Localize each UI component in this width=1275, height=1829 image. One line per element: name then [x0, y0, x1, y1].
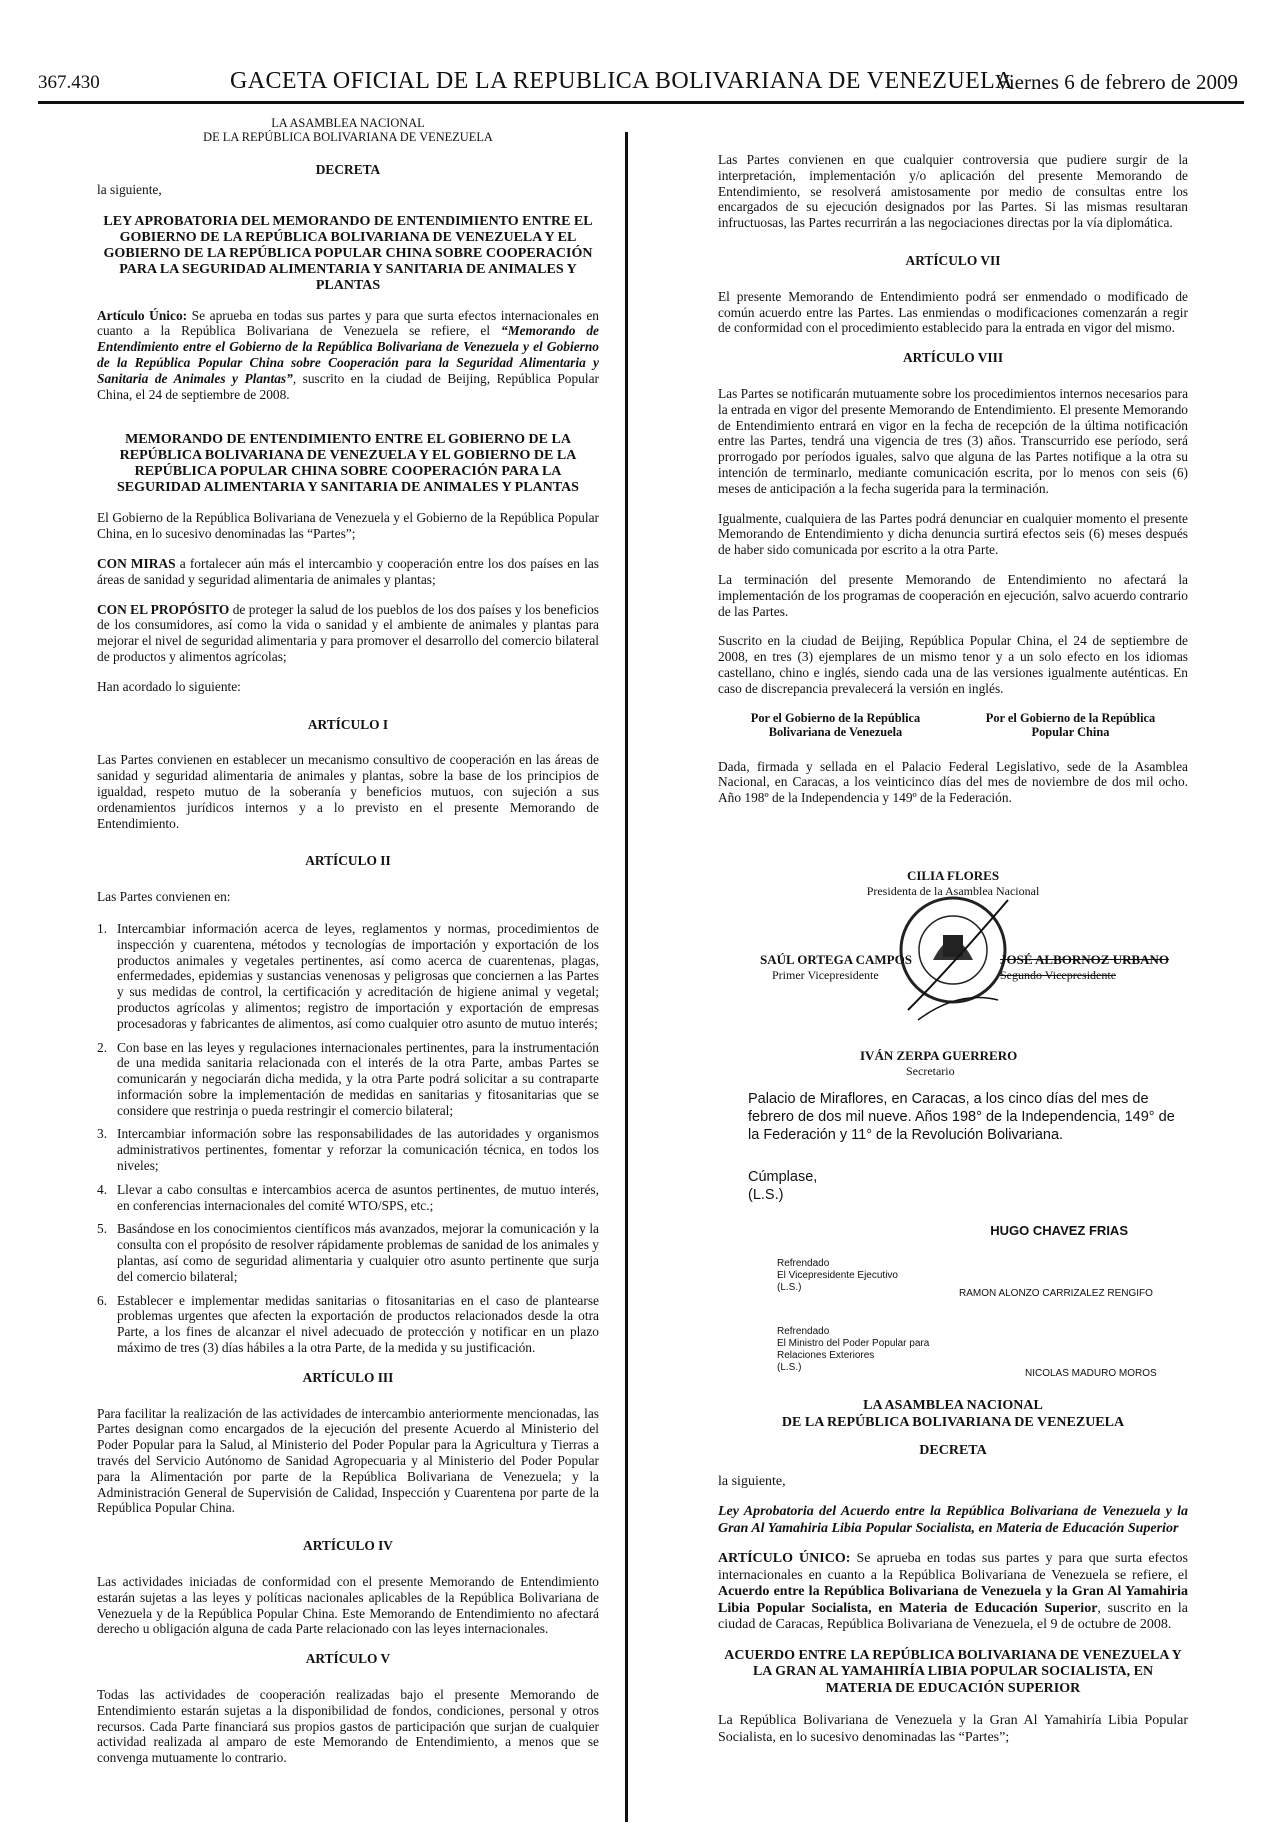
ls-mark: (L.S.): [748, 1187, 784, 1203]
article-3-text: Para facilitar la realización de las actividades de intercambio anteriormente mencionadas, las Partes designan como encargados de la ejecución del presente Acuerdo al Ministerio del Poder Popular para la Salud, al Ministerio del Poder Popular para la Agricultura y Tierras a través del Servicio Autónomo de Sanidad Agropecuaria y al Ministerio del Poder Popular para la Alimentación por parte de la República Bolivariana de Venezuela; y la Administración General de Supervisión de Calidad, Inspección y Cuarentena por parte de la República Popular China.: [97, 1405, 599, 1516]
ramon-name: RAMON ALONZO CARRIZALEZ RENGIFO: [959, 1288, 1153, 1299]
saul-role: Primer Vicepresidente: [772, 968, 879, 982]
law-title: LEY APROBATORIA DEL MEMORANDO DE ENTENDIMIENTO ENTRE EL GOBIERNO DE LA REPÚBLICA BOLIVARIANA DE VENEZUELA Y EL GOBIERNO DE LA REPÚBLICA POPULAR CHINA SOBRE COOPERACIÓN PARA LA SEGURIDAD ALIMENTARIA Y SANITARIA DE ANIMALES Y PLANTAS: [103, 213, 593, 293]
ivan-role: Secretario: [906, 1064, 955, 1078]
saul-signature: [760, 952, 950, 983]
issue-date: Viernes 6 de febrero de 2009: [994, 70, 1238, 94]
second-decree: [718, 1398, 1188, 1760]
ministro-role-1: El Ministro del Poder Popular para: [777, 1338, 930, 1349]
con-proposito-paragraph: CON EL PROPÓSITO de proteger la salud de los pueblos de los dos países y los beneficios de los consumidores, así como la vida o sanidad y el ambiente de animales y plantas para mejorar el nivel de seguridad alimentaria y para promover el desarrollo del comercio bilateral de productos y alimentos agrícolas;: [97, 601, 599, 664]
article-5-text: Todas las actividades de cooperación realizadas bajo el presente Memorando de Entendimiento estarán sujetas a la disponibilidad de fondos, condiciones, personal y otros recursos. Cada Parte financiará sus propios gastos de participación que surjan de cualquier actividad realizada al amparo de este Memorando de Entendimiento, a menos que se convenga mutuamente lo contrario.: [97, 1687, 599, 1766]
jose-name: JOSÉ ALBORNOZ URBANO: [1000, 952, 1170, 967]
article-2-list: [97, 921, 599, 1356]
vice-role: El Vicepresidente Ejecutivo: [777, 1270, 898, 1281]
siguiente-text-2: la siguiente,: [718, 1473, 786, 1489]
article-7-text: El presente Memorando de Entendimiento podrá ser enmendado o modificado de común acuerdo entre las Partes. Las enmiendas o modificaciones comenzarán a regir de conformidad con el procedimiento establecido para la entrada en vigor del mismo.: [718, 288, 1188, 336]
cilia-name: CILIA FLORES: [906, 868, 1000, 883]
refrendado-ministro: Refrendado El Ministro del Poder Popular para Relaciones Exteriores (L.S.) NICOLAS MADURO MOROS: [777, 1326, 1197, 1380]
intro-paragraph: El Gobierno de la República Bolivariana de Venezuela y el Gobierno de la República Popular China, en lo sucesivo denominadas las “Partes”;: [97, 510, 599, 542]
ministro-role-2: Relaciones Exteriores: [777, 1350, 875, 1361]
hugo-name: HUGO CHAVEZ FRIAS: [990, 1223, 1128, 1238]
article-8-paragraph-2: Igualmente, cualquiera de las Partes podrá denunciar en cualquier momento el presente Memorando de Entendimiento y dicha denuncia surtirá efectos seis (6) meses después de haber sido comunicada por escrito a la otra Parte.: [718, 510, 1188, 558]
dada-paragraph: Dada, firmada y sellada en el Palacio Federal Legislativo, sede de la Asamblea Nacional, en Caracas, a los veinticinco días del mes de noviembre de dos mil ocho. Año 198º de la Independencia y 149º de la Federación.: [718, 758, 1188, 806]
article-6-text: Las Partes convienen en que cualquier controversia que pudiere surgir de la interpretación, implementación y/o aplicación del presente Memorando de Entendimiento, se resolverá amistosamente por medio de consultas entre los encargados de su ejecución designados por las Partes. Si las mismas resultaran infructuosas, las Partes recurrirán a las negociaciones directas por la vía diplomática.: [718, 152, 1188, 231]
signature-china: Por el Gobierno de la República Popular China: [985, 710, 1156, 739]
acuerdo-intro: La República Bolivariana de Venezuela y la Gran Al Yamahiría Libia Popular Socialista, en lo sucesivo denominadas las “Partes”;: [718, 1713, 1188, 1745]
decreta-heading-2: DECRETA: [919, 1443, 987, 1458]
gazette-header: [38, 62, 1238, 98]
article-1-text: Las Partes convienen en establecer un mecanismo consultivo de cooperación en las áreas de sanidad y seguridad alimentaria de animales y plantas, sobre la base de los principios de igualdad, respeto mutuo de la soberanía y beneficios mutuos, con sujeción a sus ordenamientos jurídicos internos y a lo previsto en el presente Memorando de Entendimiento.: [97, 752, 599, 831]
refrendado-vice: Refrendado El Vicepresidente Ejecutivo (L.S.) RAMON ALONZO CARRIZALEZ RENGIFO: [777, 1258, 1197, 1300]
left-column: [97, 116, 599, 1780]
saul-name: SAÚL ORTEGA CAMPOS: [760, 952, 912, 967]
suscrito-paragraph: Suscrito en la ciudad de Beijing, República Popular China, el 24 de septiembre de 2008, en tres (3) ejemplares de un mismo tenor y a un solo efecto en los idiomas castellano, chino e inglés, siendo cada una de las versiones igualmente auténticas. En caso de discrepancia prevalecerá la versión en inglés.: [718, 633, 1188, 696]
article-4-title: ARTÍCULO IV: [303, 1538, 393, 1554]
article-8-title: ARTÍCULO VIII: [902, 350, 1004, 366]
ivan-name: IVÁN ZERPA GUERRERO: [860, 1048, 1018, 1063]
han-acordado: Han acordado lo siguiente:: [97, 678, 241, 694]
nicolas-name: NICOLAS MADURO MOROS: [1025, 1368, 1157, 1379]
presidential-section: [748, 1090, 1188, 1240]
jose-role: Segundo Vicepresidente: [1000, 968, 1117, 982]
siguiente-text: la siguiente,: [97, 181, 162, 197]
list-item: 5. Basándose en los conocimientos científicos más avanzados, mejorar la comunicación y la consulta con el propósito de resolver rápidamente problemas de sanidad de los animales y plantas, así como de seguridad alimentaria y cualquier otro asunto pertinente que surja del comercio bilateral;: [97, 1221, 599, 1284]
ivan-signature: [860, 1048, 1060, 1079]
article-2-intro: Las Partes convienen en:: [97, 889, 231, 905]
page-number: 367.430: [38, 72, 100, 93]
acuerdo-title: ACUERDO ENTRE LA REPÚBLICA BOLIVARIANA DE VENEZUELA Y LA GRAN AL YAMAHIRÍA LIBIA POPULAR SOCIALISTA, EN MATERIA DE EDUCACIÓN SUPERIOR: [724, 1647, 1182, 1696]
cilia-role: Presidenta de la Asamblea Nacional: [866, 884, 1040, 898]
article-4-text: Las actividades iniciadas de conformidad con el presente Memorando de Entendimiento estarán sujetas a las leyes y políticas nacionales aplicables de la República Bolivariana de Venezuela y de la República Popular China. Este Memorando de Entendimiento no afectará derecho u obligación alguna de cada Parte relacionado con las leyes internacionales.: [97, 1574, 599, 1637]
signature-parties: [718, 711, 1188, 739]
con-miras-paragraph: CON MIRAS a fortalecer aún más el intercambio y cooperación entre los dos países en las áreas de sanidad y seguridad alimentaria de animales y plantas;: [97, 555, 599, 587]
right-column: [718, 132, 1188, 820]
memo-title: MEMORANDO DE ENTENDIMIENTO ENTRE EL GOBIERNO DE LA REPÚBLICA BOLIVARIANA DE VENEZUELA Y EL GOBIERNO DE LA REPÚBLICA POPULAR CHINA SOBRE COOPERACIÓN PARA LA SEGURIDAD ALIMENTARIA Y SANITARIA DE ANIMALES Y PLANTAS: [117, 432, 579, 496]
article-8-paragraph-3: La terminación del presente Memorando de Entendimiento no afectará la implementación de los programas de cooperación en ejecución, salvo acuerdo contrario de las Partes.: [718, 571, 1188, 619]
articulo-unico-2: ARTÍCULO ÚNICO: Se aprueba en todas sus partes y para que surta efectos internacionales en cuanto a la República Bolivariana de Venezuela se refiere, el Acuerdo entre la República Bolivariana de Venezuela y la Gran Al Yamahiria Libia Popular Socialista, en Materia de Educación Superior, suscrito en la ciudad de Caracas, República Bolivariana de Venezuela, el 9 de octubre de 2008.: [718, 1551, 1188, 1632]
articulo-unico: Artículo Único: Se aprueba en todas sus partes y para que surta efectos internacionales en cuanto a la República Bolivariana de Venezuela se refiere, el “Memorando de Entendimiento entre el Gobierno de la República Bolivariana de Venezuela y el Gobierno de la República Popular China sobre Cooperación para la Seguridad Alimentaria y Sanitaria de Animales y Plantas”, suscrito en la ciudad de Beijing, República Popular China, el 24 de septiembre de 2008.: [97, 307, 600, 402]
list-item: 1. Intercambiar información acerca de leyes, reglamentos y normas, procedimientos de inspección y cuarentena, métodos y tecnologías de importación y exportación de los productos animales y vegetales pertinentes, así como acerca de cuarentenas, plagas, enfermedades, epidemias y sustancias venenosas y peligrosas que conciernen a las Partes y sus medidas de control, la certificación y acreditación de higiene animal y vegetal; productos agrícolas y alimentos; registro de importación y exportación de empresas procesadoras y fabricantes de alimentos, así como cualquier otro asunto de mutuo interés;: [97, 920, 599, 1031]
jose-signature: [1000, 952, 1200, 983]
header-rule: [38, 101, 1244, 104]
cumplase: Cúmplase,: [748, 1169, 818, 1185]
gazette-title: GACETA OFICIAL DE LA REPUBLICA BOLIVARIANA DE VENEZUELA: [230, 68, 1013, 94]
article-8-paragraph-1: Las Partes se notificarán mutuamente sobre los procedimientos internos necesarios para la entrada en vigor del presente Memorando de Entendimiento. El presente Memorando de Entendimiento entrará en vigor en la fecha de recepción de la última notificación entre las Partes, tendrá una vigencia de tres (3) años. Transcurrido ese período, será prorrogado por períodos iguales, salvo que alguna de las Partes notifique a la otra su intención de terminarlo, mediante comunicación escrita, por lo menos con seis (6) meses de anticipación a la fecha sugerida para la terminación.: [718, 385, 1189, 496]
article-7-title: ARTÍCULO VII: [905, 252, 1001, 268]
assembly-heading-2: LA ASAMBLEA NACIONAL DE LA REPÚBLICA BOLIVARIANA DE VENEZUELA: [781, 1398, 1125, 1430]
palacio-paragraph: Palacio de Miraflores, en Caracas, a los cinco días del mes de febrero de dos mil nueve. Años 198° de la Independencia, 149° de la Federación y 11° de la Revolución Bolivariana.: [748, 1091, 1175, 1143]
article-3-title: ARTÍCULO III: [302, 1369, 394, 1385]
list-item: 6. Establecer e implementar medidas sanitarias o fitosanitarias en el caso de plantearse problemas urgentes que afecten la exportación de productos relacionados desde la otra Parte, a los fines de alcanzar el nivel adecuado de protección y notificar en un plazo máximo de tres (3) días hábiles a la otra Parte, de la medida y su justificación.: [97, 1292, 599, 1356]
signature-venezuela: Por el Gobierno de la República Bolivariana de Venezuela: [750, 710, 921, 739]
ley-2-title: Ley Aprobatoria del Acuerdo entre la República Bolivariana de Venezuela y la Gran Al Yamahiria Libia Popular Socialista, en Materia de Educación Superior: [718, 1504, 1188, 1536]
article-5-title: ARTÍCULO V: [305, 1651, 391, 1667]
column-divider: [625, 132, 628, 1822]
assembly-heading: LA ASAMBLEA NACIONAL DE LA REPÚBLICA BOLIVARIANA DE VENEZUELA: [203, 116, 493, 144]
list-item: 3. Intercambiar información sobre las responsabilidades de las autoridades y organismos administrativos pertinentes, fomentar y reforzar la comunicación técnica, en todos los niveles;: [97, 1126, 599, 1174]
article-2-title: ARTÍCULO II: [305, 853, 391, 869]
list-item: 4. Llevar a cabo consultas e intercambios acerca de asuntos pertinentes, de mutuo interés, en conferencias internacionales del comité WTO/SPS, etc.;: [97, 1181, 599, 1213]
list-item: 2. Con base en las leyes y regulaciones internacionales pertinentes, para la instrumentación de una medida sanitaria relacionada con el interés de la otra Parte, ambas Partes se comunicarán y negociarán dicha medida, y la otra Parte podrá solicitar a su contraparte información sobre la implementación de medidas en sanitarias y fitosanitarias que se considere que restrinja o pueda restringir el comercio bilateral;: [97, 1039, 599, 1118]
article-1-title: ARTÍCULO I: [307, 716, 389, 732]
decreta-heading: DECRETA: [315, 162, 381, 177]
